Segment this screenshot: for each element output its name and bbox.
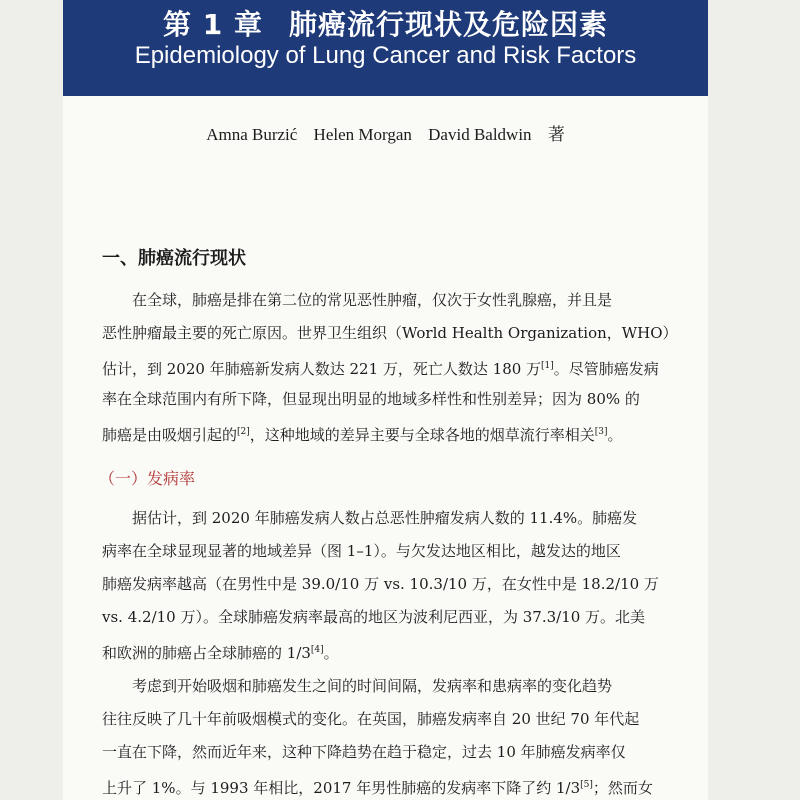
text-run: 。 bbox=[607, 426, 623, 444]
paragraph-3-line-1: 考虑到开始吸烟和肺癌发生之间的时间间隔，发病率和患病率的变化趋势 bbox=[132, 677, 613, 695]
paragraph-2-line-1: 据估计，到 2020 年肺癌发病人数占总恶性肿瘤发病人数的 11.4%。肺癌发 bbox=[132, 509, 638, 527]
chapter-title-text: 肺癌流行现状及危险因素 bbox=[288, 8, 608, 41]
chapter-title-en: Epidemiology of Lung Cancer and Risk Factors bbox=[134, 42, 637, 69]
citation-ref: [1] bbox=[541, 361, 554, 371]
author-line bbox=[63, 120, 708, 146]
citation-ref: [3] bbox=[594, 427, 608, 437]
subsection-heading: （一）发病率 bbox=[99, 469, 196, 488]
chapter-banner bbox=[63, 0, 708, 96]
paragraph-2-line-3: 肺癌发病率越高（在男性中是 39.0/10 万 vs. 10.3/10 万，在女性中是 18.2/10 万 bbox=[102, 575, 659, 593]
paragraph-1-line-1: 在全球，肺癌是排在第二位的常见恶性肿瘤，仅次于女性乳腺癌，并且是 bbox=[132, 291, 613, 309]
text-run: ，这种地域的差异主要与全球各地的烟草流行率相关 bbox=[249, 426, 595, 444]
paragraph-3-line-4 bbox=[102, 774, 708, 799]
text-run: ；然而女 bbox=[592, 779, 653, 797]
citation-ref: [2] bbox=[237, 427, 250, 437]
paragraph-2-line-5 bbox=[102, 639, 708, 664]
paragraph-1-line-4: 率在全球范围内有所下降，但显现出明显的地域多样性和性别差异；因为 80% 的 bbox=[102, 390, 640, 408]
chapter-title-cn bbox=[63, 3, 708, 43]
text-run: 肺癌是由吸烟引起的 bbox=[102, 426, 238, 444]
text-run: 上升了 1%。与 1993 年相比，2017 年男性肺癌的发病率下降了约 1/3 bbox=[102, 779, 581, 797]
paragraph-3-line-2: 往往反映了几十年前吸烟模式的变化。在英国，肺癌发病率自 20 世纪 70 年代起 bbox=[102, 710, 640, 728]
book-page bbox=[63, 0, 708, 800]
paragraph-1-line-3 bbox=[102, 355, 708, 380]
text-run: 。尽管肺癌发病 bbox=[553, 360, 659, 378]
section-heading: 一、肺癌流行现状 bbox=[102, 248, 246, 269]
paragraph-3-line-3: 一直在下降，然而近年来，这种下降趋势在趋于稳定，过去 10 年肺癌发病率仅 bbox=[102, 743, 626, 761]
paragraph-2-line-2: 病率在全球显现显著的地域差异（图 1–1）。与欠发达地区相比，越发达的地区 bbox=[102, 542, 621, 560]
author-suffix: 著 bbox=[547, 125, 565, 144]
text-run: 和欧洲的肺癌占全球肺癌的 1/3 bbox=[102, 644, 311, 662]
text-run: 估计，到 2020 年肺癌新发病人数达 221 万，死亡人数达 180 万 bbox=[102, 360, 542, 378]
author-name: David Baldwin bbox=[428, 125, 532, 144]
paragraph-1-line-2: 恶性肿瘤最主要的死亡原因。世界卫生组织（World Health Organization，WHO） bbox=[102, 324, 678, 342]
paragraph-1-line-5 bbox=[102, 421, 708, 446]
citation-ref: [4] bbox=[310, 645, 324, 655]
citation-ref: [5] bbox=[580, 780, 593, 790]
author-name: Helen Morgan bbox=[313, 125, 412, 144]
paragraph-2-line-4: vs. 4.2/10 万）。全球肺癌发病率最高的地区为波利尼西亚，为 37.3/10 万。北美 bbox=[102, 608, 646, 626]
chapter-label: 第 1 章 bbox=[163, 8, 263, 41]
author-name: Amna Burzić bbox=[206, 125, 298, 144]
text-run: 。 bbox=[323, 644, 339, 662]
